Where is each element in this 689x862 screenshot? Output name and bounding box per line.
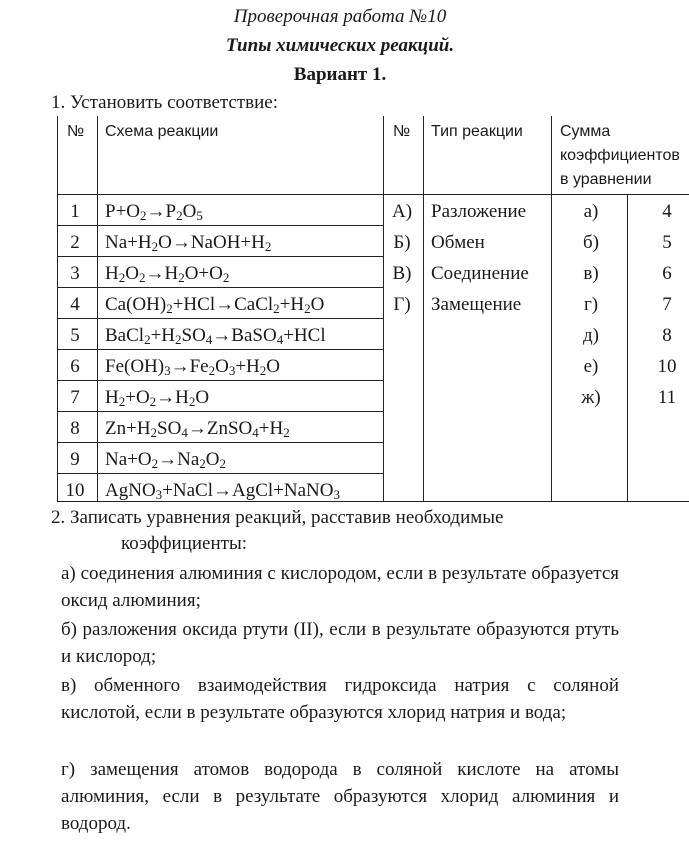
reaction-scheme: $Na+H_2O\to NaOH+H_2$ xyxy=(105,232,272,254)
reaction-number: 2 xyxy=(70,232,80,253)
reaction-scheme: $P+O_2\to P_2O_5$ xyxy=(105,201,203,223)
variant-label: Вариант 1. xyxy=(293,64,387,85)
reaction-type-letter: В) xyxy=(392,263,412,284)
coefficient-sum-letter: а) xyxy=(583,201,599,222)
coefficient-sum-letter: е) xyxy=(583,356,599,377)
coefficient-sum-letter: г) xyxy=(583,294,599,315)
reaction-scheme: $H_2O_2\to H_2O+O_2$ xyxy=(105,263,230,285)
header-scheme: Схема реакции xyxy=(105,123,219,140)
reaction-number: 4 xyxy=(70,294,80,315)
task-2-item-c: в) обменного взаимодействия гидроксида натрия с соляной кислотой, если в результате образуются хлорид натрия и вода; xyxy=(61,675,619,723)
reaction-number: 5 xyxy=(70,325,80,346)
header-num: № xyxy=(67,123,85,140)
coefficient-sum-value: 11 xyxy=(657,387,677,408)
matching-table xyxy=(57,116,689,502)
task-1-heading: 1. Установить соответствие: xyxy=(51,92,278,113)
coefficient-sum-letter: б) xyxy=(583,232,599,253)
reaction-type-letter: Б) xyxy=(393,232,411,253)
reaction-scheme: $Zn+H_2SO_4\to ZnSO_4+H_2$ xyxy=(105,418,290,440)
reaction-scheme: AgNO$_3$+NaCl→AgCl+NaNO$_3$ xyxy=(105,480,340,502)
worksheet-subtitle: Типы химических реакций. xyxy=(225,35,455,56)
coefficient-sum-value: 8 xyxy=(662,325,672,346)
header-type: Тип реакции xyxy=(431,123,523,140)
coefficient-sum-letter: в) xyxy=(583,263,599,284)
coefficient-sum-value: 6 xyxy=(662,263,672,284)
reaction-number: 6 xyxy=(70,356,80,377)
reaction-type-letter: Г) xyxy=(393,294,411,315)
task-2-item-d: г) замещения атомов водорода в соляной кислоте на атомы алюминия, если в результате образуются хлорид алюминия и водород. xyxy=(61,759,619,834)
coefficient-sum-value: 5 xyxy=(662,232,672,253)
reaction-number: 9 xyxy=(70,449,80,470)
reaction-scheme: $Ca(OH)_2+HCl\to CaCl_2+H_2O$ xyxy=(105,294,325,316)
reaction-type-letter: А) xyxy=(391,201,413,222)
reaction-number: 1 xyxy=(70,201,80,222)
task-2-item-a: а) соединения алюминия с кислородом, если в результате образуется оксид алюминия; xyxy=(61,563,619,611)
reaction-number: 10 xyxy=(65,480,85,501)
reaction-number: 8 xyxy=(70,418,80,439)
reaction-type-name: Замещение xyxy=(431,294,522,315)
header-num-2: № xyxy=(393,123,411,140)
header-sum: Сумма коэффициентов в уравнении xyxy=(560,123,680,188)
reaction-type-name: Соединение xyxy=(431,263,529,284)
coefficient-sum-value: 4 xyxy=(662,201,672,222)
coefficient-sum-letter: д) xyxy=(583,325,599,346)
coefficient-sum-letter: ж) xyxy=(581,387,601,408)
reaction-number: 7 xyxy=(70,387,80,408)
reaction-scheme: $H_2+O_2\to H_2O$ xyxy=(105,387,210,409)
coefficient-sum-value: 7 xyxy=(662,294,672,315)
task-2-heading: 2. Записать уравнения реакций, расставив необходимые коэффициенты: xyxy=(51,507,504,554)
reaction-scheme: $Na+O_2\to Na_2O_2$ xyxy=(105,449,226,471)
worksheet-title: Проверочная работа №10 xyxy=(233,6,447,27)
reaction-number: 3 xyxy=(70,263,80,284)
task-2-item-b: б) разложения оксида ртути (II), если в результате образуются ртуть и кислород; xyxy=(61,619,619,667)
coefficient-sum-value: 10 xyxy=(657,356,677,377)
reaction-scheme: $BaCl_2+H_2SO_4\to BaSO_4+HCl$ xyxy=(105,325,326,347)
reaction-type-name: Обмен xyxy=(431,232,485,253)
reaction-type-name: Разложение xyxy=(431,201,527,222)
reaction-scheme: $Fe(OH)_3\to Fe_2O_3+H_2O$ xyxy=(105,356,281,378)
